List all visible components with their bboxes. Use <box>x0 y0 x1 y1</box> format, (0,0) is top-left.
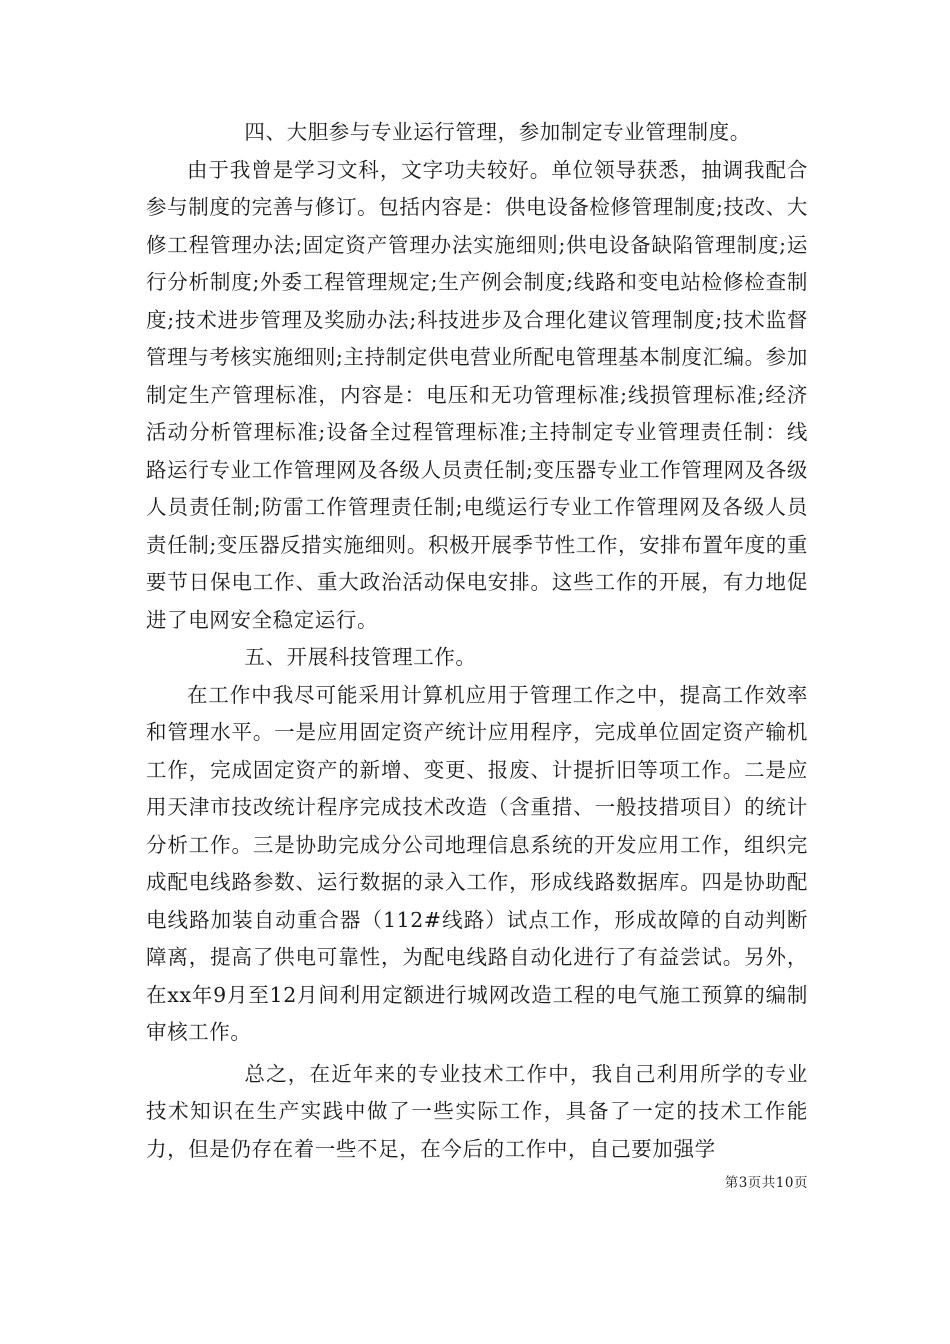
page-number: 第3页共10页 <box>724 1175 808 1191</box>
document-body <box>146 114 808 1168</box>
section-heading-5: 五、开展科技管理工作。 <box>244 645 477 669</box>
section-body-4: 由于我曾是学习文科，文字功夫较好。单位领导获悉，抽调我配合参与制度的完善与修订。包括内容是：供电设备检修管理制度;技改、大修工程管理办法;固定资产管理办法实施细则;供电设备缺陷管理制度;运行分析制度;外委工程管理规定;生产例会制度;线路和变电站检修检查制度;技术进步管理及奖励办法;科技进步及合理化建议管理制度;技术监督管理与考核实施细则;主持制定供电营业所配电管理基本制度汇编。参加制定生产管理标准，内容是：电压和无功管理标准;线损管理标准;经济活动分析管理标准;设备全过程管理标准;主持制定专业管理责任制：线路运行专业工作管理网及各级人员责任制;变压器专业工作管理网及各级人员责任制;防雷工作管理责任制;电缆运行专业工作管理网及各级人员责任制;变压器反措实施细则。积极开展季节性工作，安排布置年度的重要节日保电工作、重大政治活动保电安排。这些工作的开展，有力地促进了电网安全稳定运行。 <box>146 157 808 632</box>
section-body-5: 在工作中我尽可能采用计算机应用于管理工作之中，提高工作效率和管理水平。一是应用固定资产统计应用程序，完成单位固定资产输机工作，完成固定资产的新增、变更、报废、计提折旧等项工作。二是应用天津市技改统计程序完成技术改造（含重措、一般技措项目）的统计分析工作。三是协助完成分公司地理信息系统的开发应用工作，组织完成配电线路参数、运行数据的录入工作，形成线路数据库。四是协助配电线路加装自动重合器（112#线路）试点工作，形成故障的自动判断障离，提高了供电可靠性，为配电线路自动化进行了有益尝试。另外，在xx年9月至12月间利用定额进行城网改造工程的电气施工预算的编制审核工作。 <box>146 682 808 1044</box>
conclusion-paragraph: 总之，在近年来的专业技术工作中，我自己利用所学的专业技术知识在生产实践中做了一些实际工作，具备了一定的技术工作能力，但是仍存在着一些不足，在今后的工作中，自己要加强学 <box>146 1061 808 1161</box>
section-heading-4: 四、大胆参与专业运行管理，参加制定专业管理制度。 <box>244 120 751 144</box>
